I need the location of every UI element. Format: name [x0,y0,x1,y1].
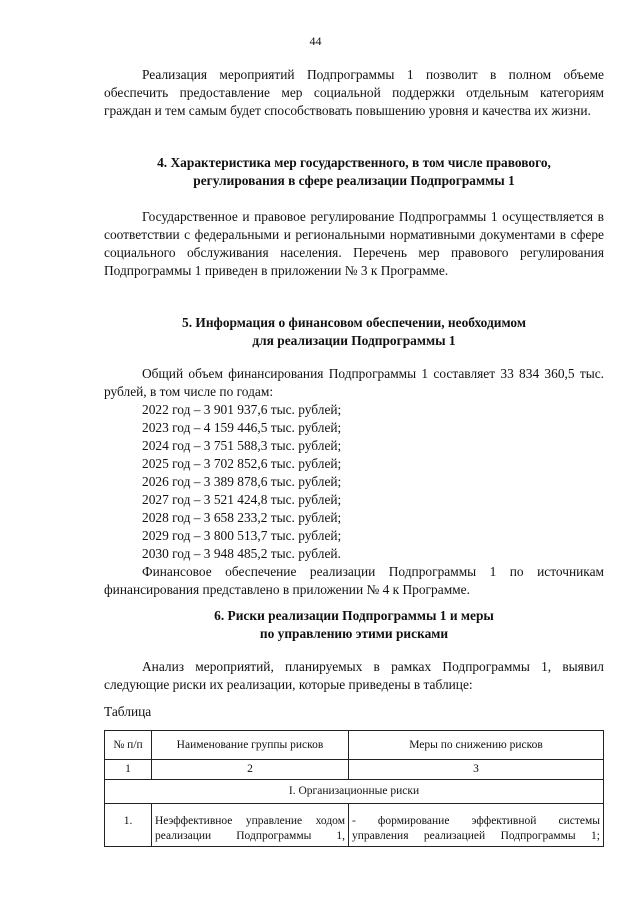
table-group-row [105,780,604,804]
section-4-heading-line2: регулирования в сфере реализации Подпрограммы 1 [193,173,515,188]
page-number: 44 [309,34,322,48]
section-4-heading-line1: 4. Характеристика мер государственного, в том числе правового, [157,155,551,170]
table-caption: Таблица [104,704,152,719]
section-5-paragraph: Общий объем финансирования Подпрограммы 1 составляет 33 834 360,5 тыс. рублей, в том числе по годам: [104,366,604,399]
section-5-closing-paragraph: Финансовое обеспечение реализации Подпрограммы 1 по источникам финансирования представлено в приложении № 4 к Программе. [104,564,604,597]
header-number: № п/п [105,731,152,760]
financing-year-item: 2028 год – 3 658 233,2 тыс. рублей; [142,510,342,525]
financing-year-item: 2025 год – 3 702 852,6 тыс. рублей; [142,456,342,471]
table-row [105,804,604,847]
financing-year-item: 2024 год – 3 751 588,3 тыс. рублей; [142,438,342,453]
section-4-heading [104,154,604,190]
header-risk-group: Наименование группы рисков [152,731,349,760]
row-measure: - формирование эффективной системы управления реализацией Подпрограммы 1; [349,804,604,847]
table-header-row [105,731,604,760]
financing-year-item: 2026 год – 3 389 878,6 тыс. рублей; [142,474,342,489]
group-organizational-risks: I. Организационные риски [105,780,604,804]
row-risk: Неэффективное управление ходом реализации Подпрограммы 1, [152,804,349,847]
risks-table [104,730,604,847]
section-6-heading [104,607,604,643]
financing-year-item: 2029 год – 3 800 513,7 тыс. рублей; [142,528,342,543]
table-column-numbers-row [105,760,604,780]
financing-year-item: 2027 год – 3 521 424,8 тыс. рублей; [142,492,342,507]
intro-text [104,66,604,120]
intro-paragraph: Реализация мероприятий Подпрограммы 1 позволит в полном объеме обеспечить предоставление мер социальной поддержки отдельным категориям граждан и тем самым будет способствовать повышению уровня и качества их жизни. [104,67,604,118]
section-6-heading-line2: по управлению этими рисками [259,626,449,641]
section-5-heading [104,314,604,350]
section-6-paragraph: Анализ мероприятий, планируемых в рамках Подпрограммы 1, выявил следующие риски их реализации, которые приведены в таблице: [104,659,604,692]
section-4-text [104,208,604,280]
section-5-heading-line2: для реализации Подпрограммы 1 [252,333,456,348]
column-number-1: 1 [105,760,152,780]
section-4-paragraph: Государственное и правовое регулирование Подпрограммы 1 осуществляется в соответствии с федеральными и региональными нормативными документами в сфере социального обслуживания населения. Перечень мер правового регулирования Подпрограммы 1 приведен в приложении № 3 к Программе. [104,209,604,278]
section-6-text [104,658,604,694]
section-6-heading-line1: 6. Риски реализации Подпрограммы 1 и меры [214,608,494,623]
section-5-text [104,365,604,599]
column-number-3: 3 [349,760,604,780]
column-number-2: 2 [152,760,349,780]
financing-year-item: 2022 год – 3 901 937,6 тыс. рублей; [142,402,342,417]
financing-year-item: 2030 год – 3 948 485,2 тыс. рублей. [142,546,341,561]
header-measures: Меры по снижению рисков [349,731,604,760]
row-number: 1. [105,804,152,847]
financing-year-item: 2023 год – 4 159 446,5 тыс. рублей; [142,420,342,435]
section-5-heading-line1: 5. Информация о финансовом обеспечении, необходимом [182,315,526,330]
financing-years-list [104,401,604,563]
